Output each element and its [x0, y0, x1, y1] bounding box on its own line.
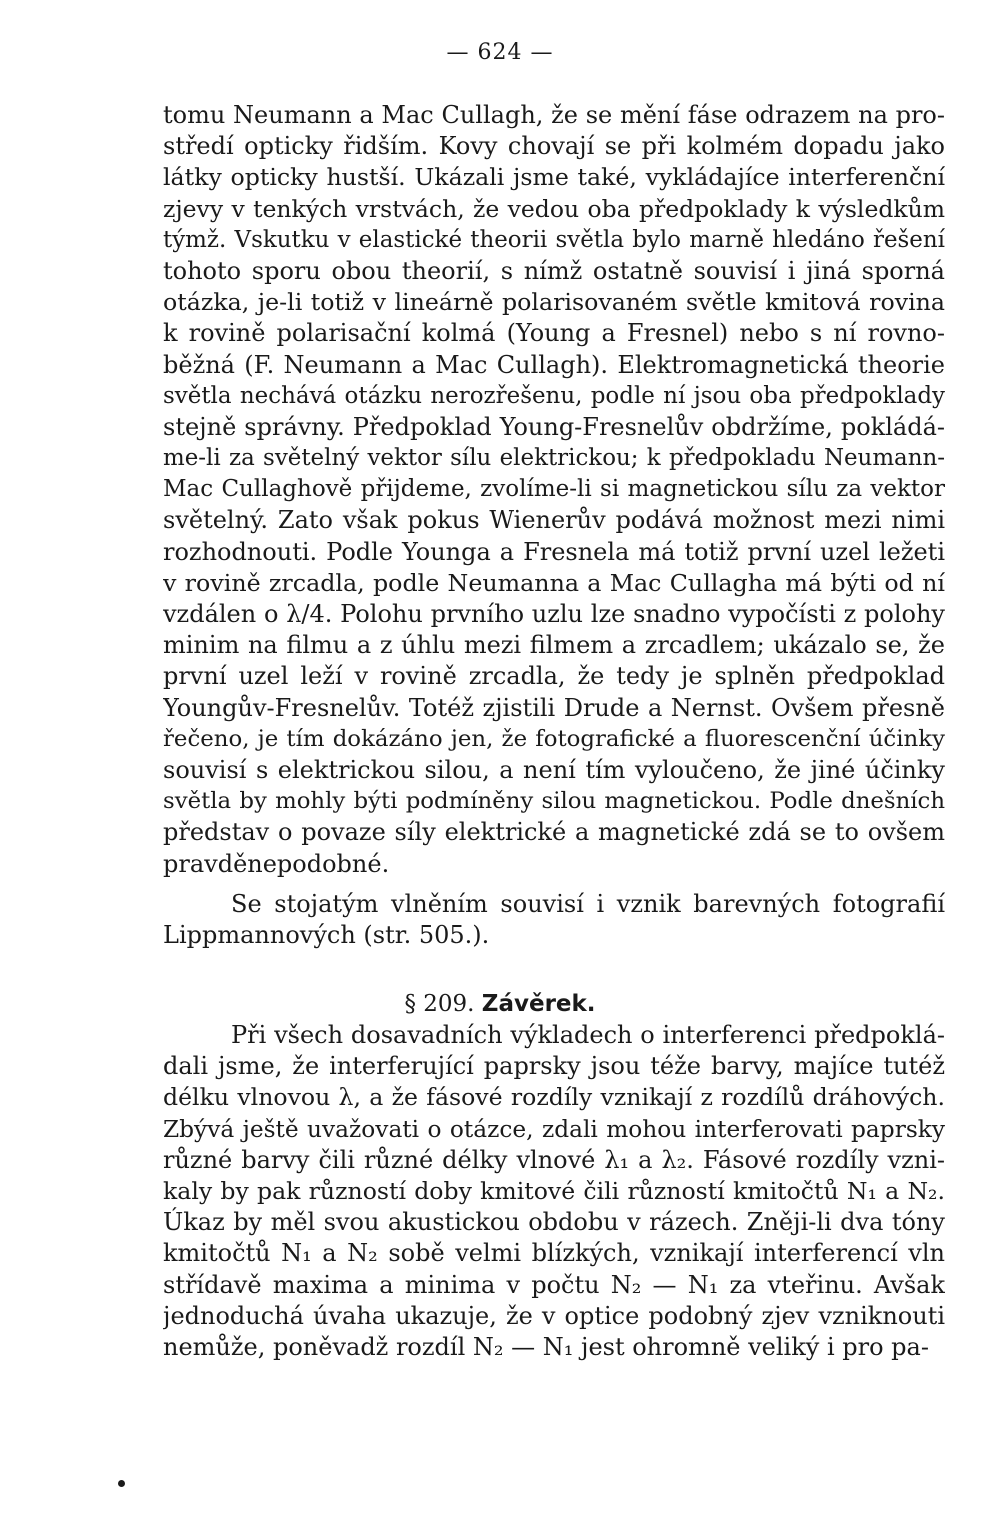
section-heading — [0, 990, 1000, 1018]
text-line: střídavě maxima a minima v počtu N₂ — N₁ za vteřinu. Avšak — [163, 1270, 945, 1299]
text-line: světla nechává otázku nerozřešenu, podle ní jsou oba předpoklady — [163, 382, 945, 409]
text-line: Youngův-Fresnelův. Totéž zjistili Drude a Nernst. Ovšem přesně — [163, 693, 945, 722]
text-line: různé barvy čili různé délky vlnové λ₁ a λ₂. Fásové rozdíly vzni- — [163, 1145, 945, 1174]
text-line: délku vlnovou λ, a že fásové rozdíly vznikají z rozdílů dráhových. — [163, 1083, 945, 1112]
text-line: stejně správny. Předpoklad Young-Fresnelův obdržíme, pokládá- — [163, 412, 945, 441]
text-line: Zbývá ještě uvažovati o otázce, zdali mohou interferovati paprsky — [163, 1115, 945, 1143]
text-line: nemůže, poněvadž rozdíl N₂ — N₁ jest ohromně veliký i pro pa- — [163, 1332, 929, 1361]
text-line: světla by mohly býti podmíněny silou magnetickou. Podle dnešních — [163, 788, 945, 815]
text-line: k rovině polarisační kolmá (Young a Fresnel) nebo s ní rovno- — [163, 319, 945, 348]
text-line: Se stojatým vlněním souvisí i vznik barevných fotografií — [231, 890, 945, 918]
text-line: otázka, je-li totiž v lineárně polarisovaném světle kmitová rovina — [163, 288, 945, 317]
text-line: me-li za světelný vektor sílu elektrickou; k předpokladu Neumann- — [163, 445, 945, 472]
paragraph-continuation — [163, 100, 945, 880]
text-line: souvisí s elektrickou silou, a není tím vyloučeno, že jiné účinky — [163, 755, 945, 784]
text-line: středí opticky řidším. Kovy chovají se při kolmém dopadu jako — [163, 132, 945, 161]
text-line: týmž. Vskutku v elastické theorii světla bylo marně hledáno řešení — [163, 226, 945, 253]
text-line: tomu Neumann a Mac Cullagh, že se mění fáse odrazem na pro- — [163, 101, 945, 129]
text-line: vzdálen o λ/4. Polohu prvního uzlu lze snadno vypočísti z polohy — [163, 600, 945, 628]
text-line: tohoto sporu obou theorií, s nímž ostatně souvisí i jiná sporná — [163, 256, 945, 285]
text-line: světelný. Zato však pokus Wienerův podává možnost mezi nimi — [163, 506, 945, 535]
text-line: představ o povaze síly elektrické a magnetické zdá se to ovšem — [163, 818, 945, 847]
text-line: jednoduchá úvaha ukazuje, že v optice podobný zjev vzniknouti — [163, 1301, 945, 1330]
text-line: běžná (F. Neumann a Mac Cullagh). Elektromagnetická theorie — [163, 350, 945, 379]
text-line: první uzel leží v rovině zrcadla, že tedy je splněn předpoklad — [163, 662, 945, 691]
text-line: Mac Cullaghově přijdeme, zvolíme-li si magnetickou sílu za vektor — [163, 476, 945, 503]
text-line: kaly by pak růzností doby kmitové čili růzností kmitočtů N₁ a N₂. — [163, 1176, 945, 1205]
text-line: minim na filmu a z úhlu mezi filmem a zrcadlem; ukázalo se, že — [163, 631, 945, 660]
text-line: rozhodnouti. Podle Younga a Fresnela má totiž první uzel ležeti — [163, 537, 945, 566]
text-line: Úkaz by měl svou akustickou obdobu v rázech. Zněji-li dva tóny — [163, 1208, 945, 1237]
section-number: § 209. — [404, 991, 475, 1017]
paragraph-conclusion — [163, 1020, 945, 1363]
text-line: zjevy v tenkých vrstvách, že vedou oba předpoklady k výsledkům — [163, 194, 945, 223]
text-line: Při všech dosavadních výkladech o interferenci předpoklá- — [231, 1021, 945, 1049]
text-line: látky opticky hustší. Ukázali jsme také, vykládajíce interferenční — [163, 163, 945, 192]
paragraph-lippmann — [163, 889, 945, 951]
section-title: Závěrek. — [481, 991, 596, 1017]
ink-speck — [118, 1480, 125, 1487]
text-line: dali jsme, že interferující paprsky jsou téže barvy, majíce tutéž — [163, 1052, 945, 1081]
text-line: řečeno, je tím dokázáno jen, že fotografické a fluorescenční účinky — [163, 725, 945, 752]
text-line: Lippmannových (str. 505.). — [163, 921, 490, 950]
text-line: kmitočtů N₁ a N₂ sobě velmi blízkých, vznikají interferencí vln — [163, 1239, 945, 1268]
text-line: v rovině zrcadla, podle Neumanna a Mac Cullagha má býti od ní — [163, 568, 945, 597]
text-line: pravděnepodobné. — [163, 849, 390, 878]
page-number: — 624 — — [446, 40, 554, 65]
